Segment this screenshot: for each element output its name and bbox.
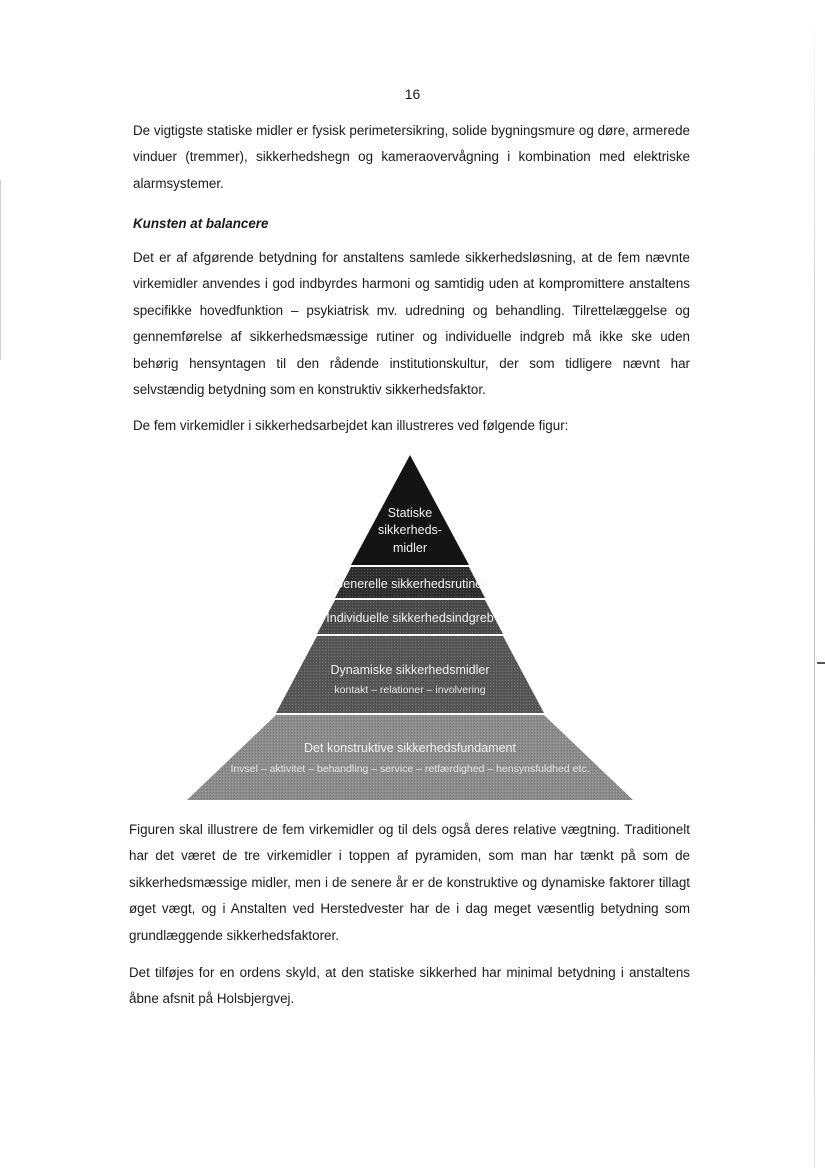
pyramid-diagram	[187, 455, 633, 800]
page-number: 16	[404, 86, 421, 102]
paragraph-balance: Det er af afgørende betydning for anstaltens samlede sikkerhedsløsning, at de fem nævnte virkemidler anvendes i god indbyrdes harmoni og samtidig uden at kompromittere anstaltens specifikke hovedfunktion – psykiatrisk mv. udredning og behandling. Tilrettelæggelse og gennemførelse af sikkerhedsmæssige rutiner og individuelle indgreb må ikke ske uden behørig hensyntagen til den rådende institutionskultur, der som tidligere nævnt har selvstændig betydning som en konstruktiv sikkerhedsfaktor.	[133, 250, 690, 398]
scan-tick-mark	[817, 662, 825, 664]
pyramid-label-static-1: Statiske	[387, 506, 433, 520]
paragraph-figure-explanation: Figuren skal illustrere de fem virkemidler og til dels også deres relative vægtning. Traditionelt har det været de tre virkemidler i toppen af pyramiden, som man har tænkt på som de sikkerhedsmæssige midler, men i de senere år er de konstruktive og dynamiske faktorer tillagt øget vægt, og i Anstalten ved Herstedvester har de i dag meget væsentlig betydning som grundlæggende sikkerhedsfaktorer.	[129, 822, 690, 943]
paragraph-static-means: De vigtigste statiske midler er fysisk perimetersikring, solide bygningsmure og døre, armerede vinduer (tremmer), sikkerhedshegn og kameraovervågning i kombination med elektriske alarmsystemer.	[133, 123, 690, 191]
scan-margin-mark	[0, 180, 1, 360]
paragraph-figure-intro: De fem virkemidler i sikkerhedsarbejdet kan illustreres ved følgende figur:	[133, 418, 569, 433]
pyramid-label-static-2: sikkerheds-	[378, 523, 442, 537]
section-heading: Kunsten at balancere	[133, 216, 269, 231]
pyramid-sublabel-foundation: Invsel – aktivitet – behandling – service – retfærdighed – hensynsfuldhed etc.	[230, 763, 590, 775]
scan-edge-line	[814, 0, 815, 1168]
pyramid-sublabel-dynamic: kontakt – relationer – involvering	[334, 684, 486, 696]
pyramid-label-routines: Generelle sikkerhedsrutiner	[333, 577, 487, 591]
pyramid-label-static-3: midler	[392, 541, 428, 555]
pyramid-label-interventions: Individuelle sikkerhedsindgreb	[326, 611, 494, 625]
pyramid-label-dynamic: Dynamiske sikkerhedsmidler	[330, 663, 490, 677]
pyramid-label-foundation: Det konstruktive sikkerhedsfundament	[304, 741, 516, 755]
security-pyramid-figure	[187, 455, 633, 800]
paragraph-holsbjergvej: Det tilføjes for en ordens skyld, at den statiske sikkerhed har minimal betydning i anstaltens åbne afsnit på Holsbjergvej.	[129, 965, 690, 1007]
